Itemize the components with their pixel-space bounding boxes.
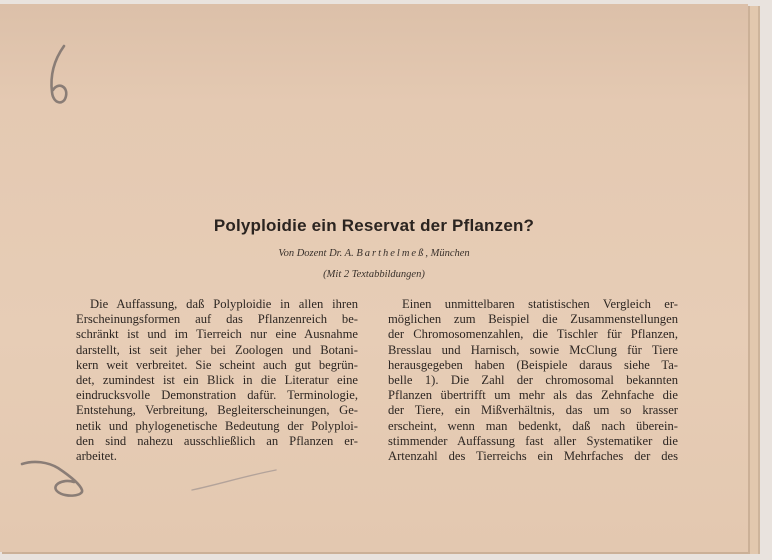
text-line: kern weit verbreitet. Sie scheint auch gut begrün-: [76, 357, 358, 372]
left-column: [76, 297, 358, 464]
text-line: Pflanzen übertrifft um mehr als das Zehnfache die: [388, 388, 678, 403]
text-line: Einen unmittelbaren statistischen Vergleich er-: [402, 297, 678, 311]
text-line: Erscheinungsformen auf das Pflanzenreich be-: [76, 312, 358, 327]
right-column: [388, 297, 678, 464]
figures-note: (Mit 2 Textabbildungen): [323, 269, 425, 280]
author-byline: [0, 248, 748, 259]
text-line: der Chromosomenzahlen, die Tischler für Pflanzen,: [388, 327, 678, 342]
text-line: eindrucksvolle Demonstration dafür. Terminologie,: [76, 388, 358, 403]
text-line: stimmender Auffassung fast aller Systematiker die: [388, 433, 678, 448]
text-line: möglichen zum Beispiel die Zusammenstellungen: [388, 312, 678, 327]
text-line: schränkt ist und im Tierreich nur eine Ausnahme: [76, 327, 358, 342]
text-line: herausgegeben haben (Beispiele daraus siehe Ta-: [388, 357, 678, 372]
text-line: belle 1). Die Zahl der chromosomal bekannten: [388, 373, 678, 388]
text-line: darstellt, ist seit jeher bei Zoologen und Botani-: [76, 342, 358, 357]
author-name: Barthelmeß: [356, 248, 426, 259]
byline-suffix: , München: [425, 248, 470, 259]
text-line: netik und phylogenetische Bedeutung der Polyploi-: [76, 418, 358, 433]
article-title: Polyploidie ein Reservat der Pflanzen?: [213, 216, 535, 235]
text-line: arbeitet.: [76, 449, 117, 464]
text-line: erscheint, wenn man bedenkt, daß nach überein-: [388, 418, 678, 433]
handwritten-number-top: [44, 42, 74, 112]
byline-prefix: Von Dozent Dr. A.: [278, 248, 354, 259]
document-page: [0, 4, 748, 552]
text-line: det, zumindest ist ein Blick in die Literatur eine: [76, 373, 358, 388]
pencil-mark: [190, 466, 280, 496]
text-line: Entstehung, Verbreitung, Begleiterscheinungen, Ge-: [76, 403, 358, 418]
text-line: der Tiere, ein Mißverhältnis, das um so krasser: [388, 403, 678, 418]
text-line: Artenzahl des Tierreichs ein Mehrfaches der des: [388, 449, 678, 464]
text-line: Die Auffassung, daß Polyploidie in allen ihren: [90, 297, 358, 311]
text-line: Bresslau und Harnisch, sowie McClung für Tiere: [388, 342, 678, 357]
text-line: den sind nahezu ausschließlich an Pflanzen er-: [76, 433, 358, 448]
